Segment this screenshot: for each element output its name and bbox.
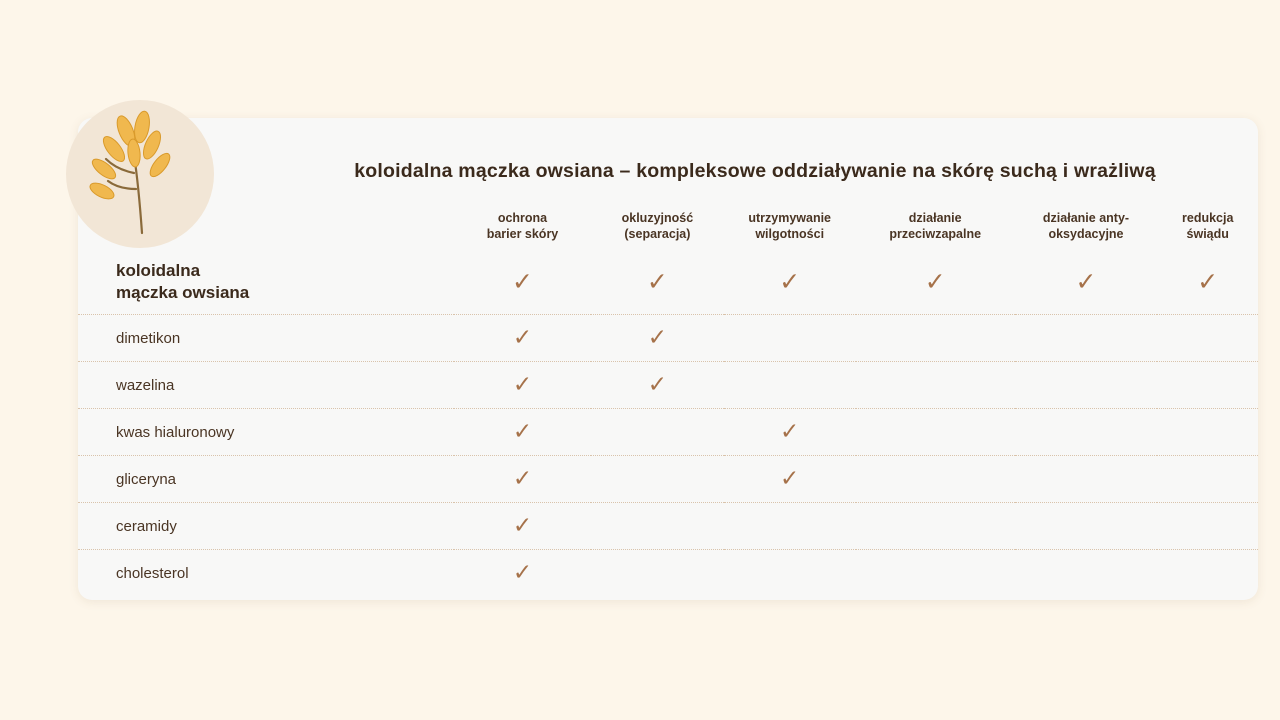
column-header-label: działanie przeciwzapalne [889,211,982,241]
cell-empty [856,456,1015,503]
empty-marker [1207,341,1208,342]
empty-marker [1207,435,1208,436]
table-row [78,315,1258,362]
check-icon: ✓ [512,418,533,445]
empty-marker [935,388,936,389]
cell-empty [1015,315,1158,362]
table-body [78,250,1258,596]
empty-marker [1085,435,1086,436]
cell-empty [856,503,1015,550]
cell-checked [454,456,592,503]
cell-empty [724,503,856,550]
cell-empty [591,503,723,550]
check-icon: ✓ [512,559,533,586]
column-header-5 [1157,210,1258,250]
check-icon: ✓ [512,267,533,297]
empty-marker [1207,388,1208,389]
cell-empty [856,315,1015,362]
table-row [78,409,1258,456]
cell-checked [856,250,1015,315]
row-label: wazelina [116,376,175,394]
cell-checked [724,250,856,315]
cell-empty [1157,409,1258,456]
empty-marker [789,341,790,342]
column-header-1 [591,210,723,250]
column-header-2 [724,210,856,250]
cell-empty [591,409,723,456]
empty-marker [1207,529,1208,530]
cell-checked [454,315,592,362]
row-label: cholesterol [116,564,189,582]
check-icon: ✓ [512,371,533,398]
cell-checked [724,456,856,503]
table-row [78,250,1258,315]
cell-empty [591,550,723,597]
row-label: ceramidy [116,517,177,535]
check-icon: ✓ [512,512,533,539]
empty-marker [935,341,936,342]
check-icon: ✓ [512,324,533,351]
check-icon: ✓ [780,465,800,492]
cell-checked [591,250,723,315]
empty-marker [789,576,790,577]
check-icon: ✓ [512,465,533,492]
column-header-0 [454,210,592,250]
cell-checked [454,409,592,456]
cell-empty [1015,503,1158,550]
cell-empty [724,315,856,362]
empty-marker [1085,341,1086,342]
empty-marker [657,435,658,436]
cell-empty [591,456,723,503]
column-header-label: utrzymywanie wilgotności [748,211,832,241]
row-label: koloidalna mączka owsiana [116,261,250,303]
cell-empty [1157,315,1258,362]
cell-empty [1015,362,1158,409]
table-row [78,362,1258,409]
cell-checked [1015,250,1158,315]
cell-empty [724,550,856,597]
empty-marker [789,388,790,389]
table-row [78,503,1258,550]
cell-empty [1157,503,1258,550]
empty-marker [935,435,936,436]
cell-checked [454,550,592,597]
empty-marker [935,576,936,577]
cell-checked [591,362,723,409]
corner-cell [78,210,454,250]
cell-empty [1157,550,1258,597]
column-header-4 [1015,210,1158,250]
cell-checked [1157,250,1258,315]
column-header-label: działanie anty- oksydacyjne [1042,211,1130,241]
check-icon: ✓ [780,418,800,445]
cell-empty [724,362,856,409]
cell-empty [856,550,1015,597]
cell-checked [454,250,592,315]
page-title: koloidalna mączka owsiana – kompleksowe oddziaływanie na skórę suchą i wrażliwą [354,160,1156,182]
cell-checked [724,409,856,456]
cell-empty [1015,456,1158,503]
check-icon: ✓ [646,267,668,297]
check-icon: ✓ [779,267,801,297]
empty-marker [1085,576,1086,577]
cell-empty [1157,456,1258,503]
cell-empty [1157,362,1258,409]
check-icon: ✓ [647,324,668,351]
table-header-row [78,210,1258,250]
check-icon: ✓ [1197,267,1219,297]
table-row [78,456,1258,503]
comparison-table [78,210,1258,596]
empty-marker [1207,576,1208,577]
table-row [78,550,1258,597]
empty-marker [935,482,936,483]
row-label: kwas hialuronowy [116,423,235,441]
empty-marker [935,529,936,530]
cell-checked [454,362,592,409]
empty-marker [1085,482,1086,483]
column-header-3 [856,210,1015,250]
empty-marker [789,529,790,530]
cell-empty [1015,409,1158,456]
empty-marker [657,482,658,483]
cell-checked [454,503,592,550]
matrix-table [78,210,1258,596]
row-label: dimetikon [116,329,181,347]
empty-marker [657,576,658,577]
check-icon: ✓ [924,267,946,297]
empty-marker [1085,529,1086,530]
cell-empty [856,409,1015,456]
empty-marker [657,529,658,530]
cell-empty [856,362,1015,409]
cell-empty [1015,550,1158,597]
column-header-label: redukcja świądu [1182,211,1234,241]
column-header-label: ochrona barier skóry [486,211,559,241]
column-header-label: okluzyjność (separacja) [621,211,694,241]
cell-checked [591,315,723,362]
row-label: gliceryna [116,470,177,488]
empty-marker [1207,482,1208,483]
check-icon: ✓ [647,371,668,398]
check-icon: ✓ [1075,267,1097,297]
empty-marker [1085,388,1086,389]
